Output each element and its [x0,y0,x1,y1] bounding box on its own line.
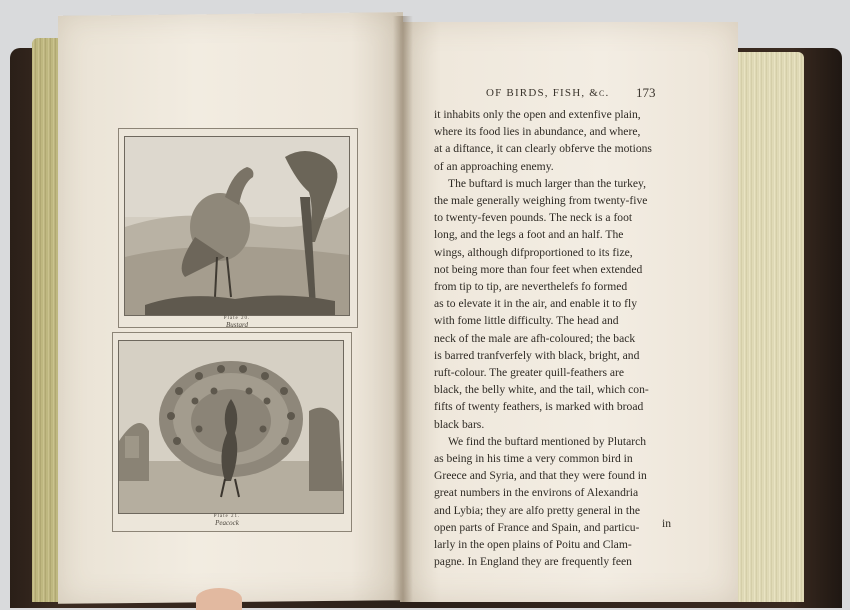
bustard-plate-number: Plate 20. [223,316,251,321]
text-line: neck of the male are afh-coloured; the back [434,331,636,345]
text-line: black bars. [434,417,485,431]
bustard-caption [197,316,277,329]
text-line: is barred tranfverfely with black, bright, and [434,348,640,362]
bustard-caption-text: Bustard [226,321,248,329]
text-line: as to elevate it in the air, and enable it to fly [434,297,637,311]
bustard-engraving [124,136,350,316]
text-line: wings, although difproportioned to its fize, [434,245,633,259]
text-line: black, the belly white, and the tail, which con- [434,383,649,397]
right-page-edges [728,52,804,602]
text-line: larly in the open plains of Poitu and Clam- [434,538,632,552]
page-number: 173 [636,85,656,100]
book-gutter [393,16,413,602]
peacock-engraving [118,340,344,514]
peacock-caption-text: Peacock [215,519,239,527]
text-line: it inhabits only the open and extenfive plain, [434,108,641,121]
text-line: fifts of twenty feathers, is marked with broad [434,400,644,414]
running-head: OF BIRDS, FISH, &c. [486,87,610,99]
body-text [434,106,684,570]
text-line: long, and the legs a foot and an half. The [434,228,624,242]
text-line: We find the buftard mentioned by Plutarch [448,434,647,448]
peacock-plate-number: Plate 21. [213,514,241,519]
text-line: Greece and Syria, and that they were found in [434,469,647,483]
text-line: and Lybia; they are alfo pretty general in the [434,503,641,517]
text-line: where its food lies in abundance, and where, [434,125,641,139]
text-line: from tip to tip, are neverthelefs fo formed [434,280,628,294]
text-line: to twenty-feven pounds. The neck is a foot [434,211,633,225]
text-line: pagne. In England they are frequently feen [434,555,632,569]
text-line: the male generally weighing from twenty-five [434,194,648,208]
catchword: in [662,517,672,530]
text-line: as being in his time a very common bird in [434,452,633,466]
peacock-caption [187,514,267,527]
fingertip [196,588,242,610]
text-line: of an approaching enemy. [434,159,554,173]
text-line: ruft-colour. The greater quill-feathers are [434,366,625,380]
text-line: with fome little difficulty. The head and [434,314,619,328]
text-line: not being more than four feet when extended [434,262,643,276]
text-line: great numbers in the environs of Alexandria [434,486,639,500]
text-line: The buftard is much larger than the turkey, [448,176,646,190]
text-line: at a diftance, it can clearly obferve the motions [434,142,652,156]
text-line: open parts of France and Spain, and particu- [434,520,640,534]
